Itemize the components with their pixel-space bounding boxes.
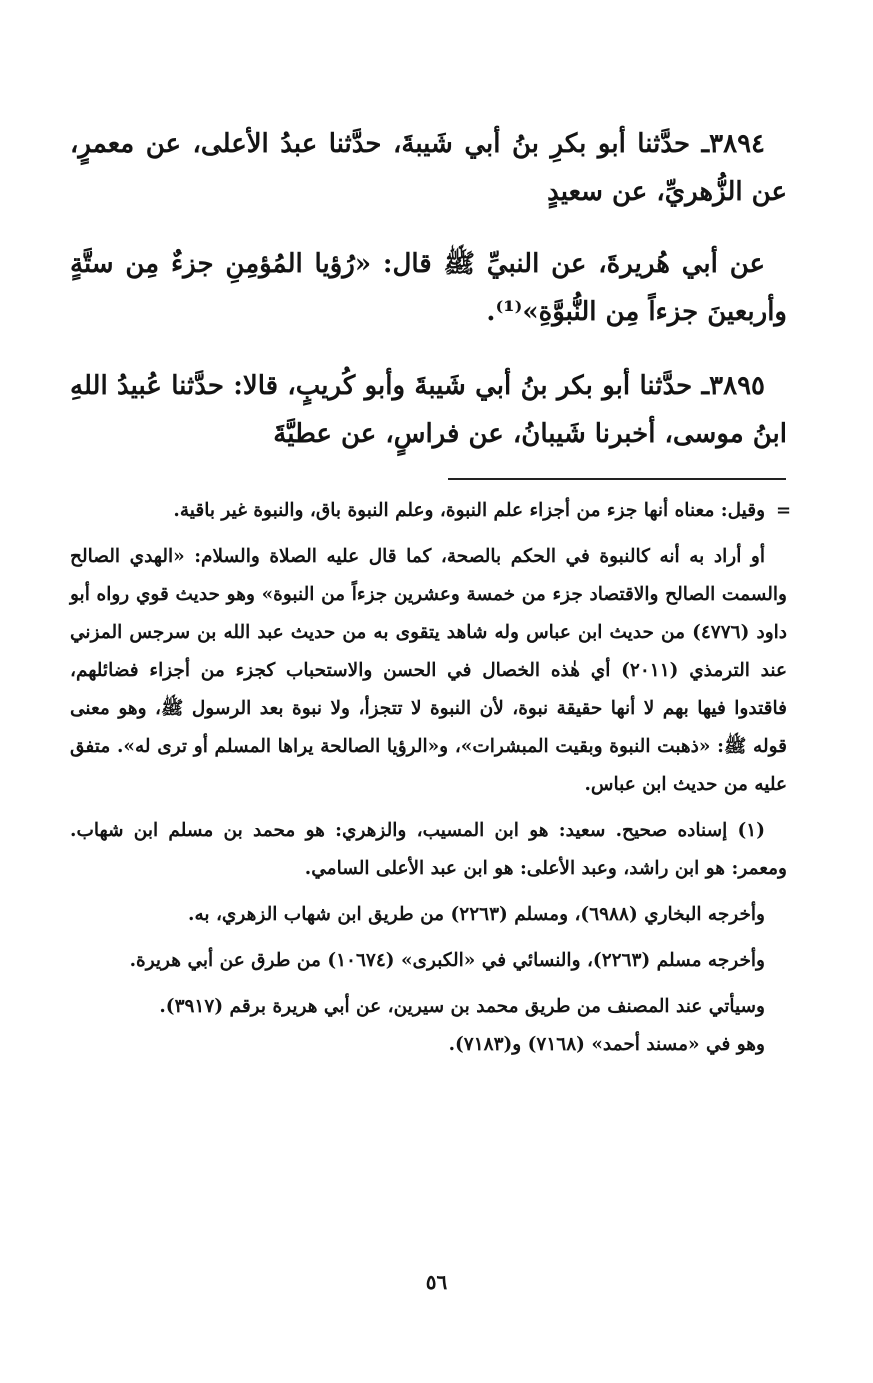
footnote-continued-2: أو أراد به أنه كالنبوة في الحكم بالصحة، كما قال عليه الصلاة والسلام: «الهدي الصالح والسمت الصالح والاقتصاد جزء من خمسة وعشرين جزءاً من النبوة» وهو حديث قوي رواه أبو داود (٤٧٧٦) من حديث ابن عباس وله شاهد يتقوى به من حديث عبد الله بن سرجس المزني عند الترمذي (٢٠١١) أي هٰذه الخصال في الحسن والاستحباب كجزء من أجزاء فضائلهم، فاقتدوا فيها بهم لا أنها حقيقة نبوة، لأن النبوة لا تتجزأ، ولا نبوة بعد الرسول ﷺ، وهو معنى قوله ﷺ: «ذهبت النبوة وبقيت المبشرات»، و«الرؤيا الصالحة يراها المسلم أو ترى له». متفق عليه من حديث ابن عباس. — [70, 546, 788, 795]
main-text-3 — [70, 362, 787, 458]
footnote-1-cross-reference: وسيأتي عند المصنف من طريق محمد بن سيرين، عن أبي هريرة برقم (٣٩١٧). — [159, 996, 765, 1017]
footnote-1-takhrij-muslim: وأخرجه مسلم (٢٢٦٣)، والنسائي في «الكبرى» (١٠٦٧٤) من طرق عن أبي هريرة. — [129, 950, 765, 971]
footnote-1-takhrij-bukhari: وأخرجه البخاري (٦٩٨٨)، ومسلم (٢٢٦٣) من طريق ابن شهاب الزهري، به. — [188, 904, 765, 925]
hadith-3895-isnad: ٣٨٩٥ـ حدَّثنا أبو بكر بنُ أبي شَيبةَ وأبو كُريبٍ، قالا: حدَّثنا عُبيدُ اللهِ ابنُ موسى، أخبرنا شَيبانُ، عن فراسٍ، عن عطيَّةَ — [70, 371, 787, 449]
footnote-1-musnad: وهو في «مسند أحمد» (٧١٦٨) و(٧١٨٣). — [448, 1034, 765, 1055]
footnote-continued-marker: = — [776, 500, 792, 521]
main-text-2 — [70, 240, 787, 336]
main-text — [70, 120, 787, 216]
footnote-separator — [448, 478, 786, 480]
hadith-3894-matn: عن أبي هُريرةَ، عن النبيِّ ﷺ قال: «رُؤيا المُؤمِنِ جزءٌ مِن ستَّةٍ وأربعينَ جزءاً مِن النُّبوَّةِ»⁽¹⁾. — [70, 249, 787, 327]
hadith-3894-isnad: ٣٨٩٤ـ حدَّثنا أبو بكرِ بنُ أبي شَيبةَ، حدَّثنا عبدُ الأعلى، عن معمرٍ، عن الزُّهريِّ، عن سعيدٍ — [70, 129, 787, 207]
page-number: ٥٦ — [425, 1270, 448, 1294]
footnotes — [70, 492, 787, 1072]
footnote-1-isnad: (١) إسناده صحيح. سعيد: هو ابن المسيب، والزهري: هو محمد بن مسلم ابن شهاب. ومعمر: هو ابن راشد، وعبد الأعلى: هو ابن عبد الأعلى السامي. — [70, 820, 787, 879]
footnote-continued-1: وقيل: معناه أنها جزء من أجزاء علم النبوة، وعلم النبوة باق، والنبوة غير باقية. — [173, 500, 765, 521]
